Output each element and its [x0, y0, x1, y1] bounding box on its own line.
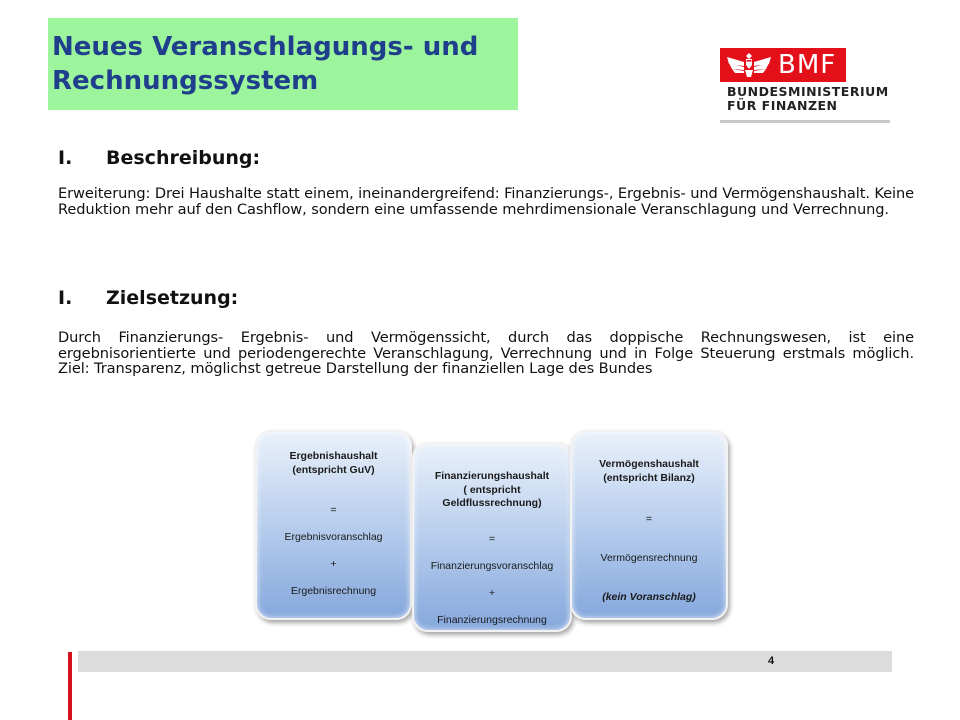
card-title: Finanzierungshaushalt ( entspricht Geldflussrechnung): [434, 470, 550, 509]
section-text-beschreibung: Erweiterung: Drei Haushalte statt einem, ineinandergreifend: Finanzierungs-, Ergebnis- und Vermögenshaushalt. Keine Reduktion mehr auf den Cashflow, sondern eine umfassende mehrdimensionale Veranschlagung und Verrechnung.: [58, 185, 915, 218]
card-vermoegenshaushalt: [570, 430, 728, 620]
logo-line-2: FÜR FINANZEN: [727, 98, 838, 113]
card-note: (kein Voranschlag): [602, 590, 696, 603]
section-heading-zielsetzung: [58, 286, 238, 310]
card-plus: +: [488, 587, 496, 599]
bmf-logo: [720, 48, 920, 118]
section-text-zielsetzung: Durch Finanzierungs- Ergebnis- und Vermögenssicht, durch das doppische Rechnungswesen, ist eine ergebnisorientierte und periodengerechte Veranschlagung, Verrechnung und in Folge Steuerung erstmals möglich. Ziel: Transparenz, möglichst getreue Darstellung der finanziellen Lage des Bundes: [58, 329, 914, 377]
section-number: I.: [58, 287, 73, 309]
card-line-2: Ergebnisrechnung: [290, 584, 377, 597]
card-equals: =: [488, 533, 496, 545]
section-title: Beschreibung:: [106, 147, 261, 169]
card-line-1: Vermögensrechnung: [600, 551, 698, 564]
card-line-1: Ergebnisvoranschlag: [284, 530, 383, 543]
card-title: Ergebnishaushalt (entspricht GuV): [289, 450, 378, 476]
card-line-2: Finanzierungsrechnung: [437, 614, 547, 626]
section-heading-beschreibung: [58, 146, 260, 170]
card-ergebnishaushalt: [255, 430, 412, 620]
section-title: Zielsetzung:: [106, 287, 239, 309]
logo-abbreviation: BMF: [778, 50, 837, 80]
card-finanzierungshaushalt: [412, 442, 572, 632]
card-equals: =: [645, 512, 653, 525]
logo-red-block: [720, 48, 846, 82]
card-line-1: Finanzierungsvoranschlag: [430, 560, 554, 572]
section-number: I.: [58, 147, 73, 169]
slide-title: Neues Veranschlagungs- und Rechnungssystem: [52, 32, 479, 96]
logo-line-1: BUNDESMINISTERIUM: [727, 84, 889, 99]
card-plus: +: [330, 557, 337, 570]
header-divider: [720, 120, 890, 123]
page-number: 4: [768, 655, 775, 667]
card-equals: =: [330, 503, 337, 516]
austrian-eagle-icon: [724, 51, 774, 79]
footer-accent-bar: [68, 652, 72, 720]
card-title: Vermögenshaushalt (entspricht Bilanz): [599, 458, 699, 484]
title-banner: [48, 18, 518, 110]
